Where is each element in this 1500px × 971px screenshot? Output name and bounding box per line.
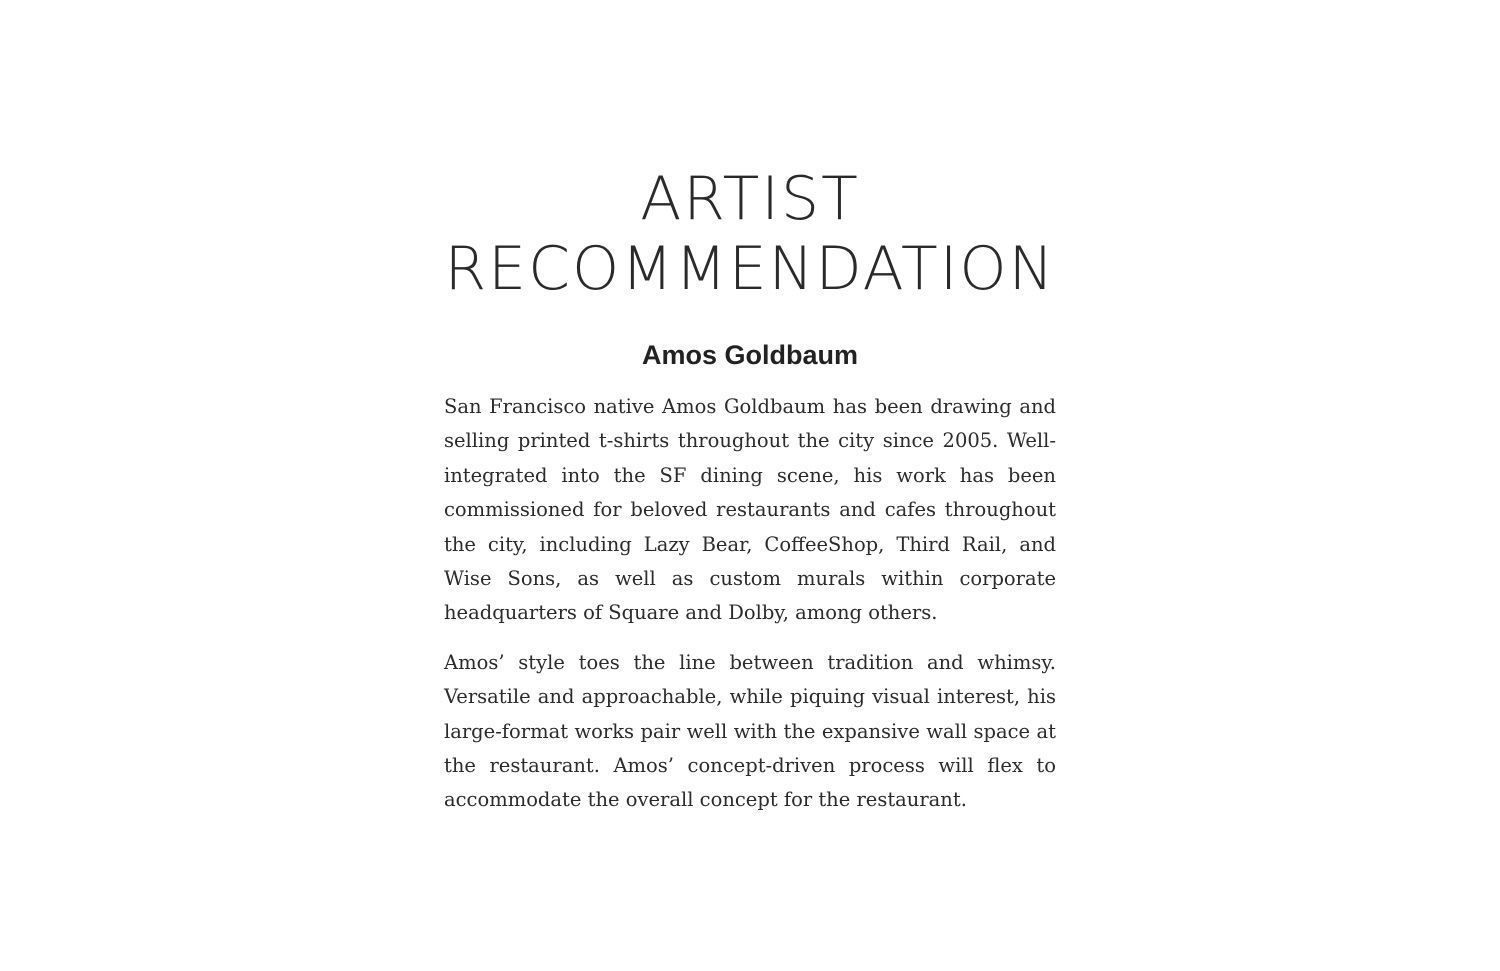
page-title	[444, 164, 1056, 304]
bio-paragraph-1: San Francisco native Amos Goldbaum has been drawing and selling printed t-shirts throughout the city since 2005. Well-integrated into the SF dining scene, his work has been commissioned for beloved restaurants and cafes throughout the city, including Lazy Bear, CoffeeShop, Third Rail, and Wise Sons, as well as custom murals within corporate headquarters of Square and Dolby, among others.	[444, 395, 1056, 625]
artist-name: Amos Goldbaum	[641, 340, 858, 370]
content-column	[444, 164, 1056, 818]
title-line-1: ARTIST	[640, 164, 860, 234]
title-line-2: RECOMMENDATION	[444, 234, 1056, 304]
bio-paragraph-2: Amos’ style toes the line between tradition and whimsy. Versatile and approachable, while piquing visual interest, his large-format works pair well with the expansive wall space at the restaurant. Amos’ concept-driven process will flex to accommodate the overall concept for the restaurant.	[444, 650, 1056, 812]
